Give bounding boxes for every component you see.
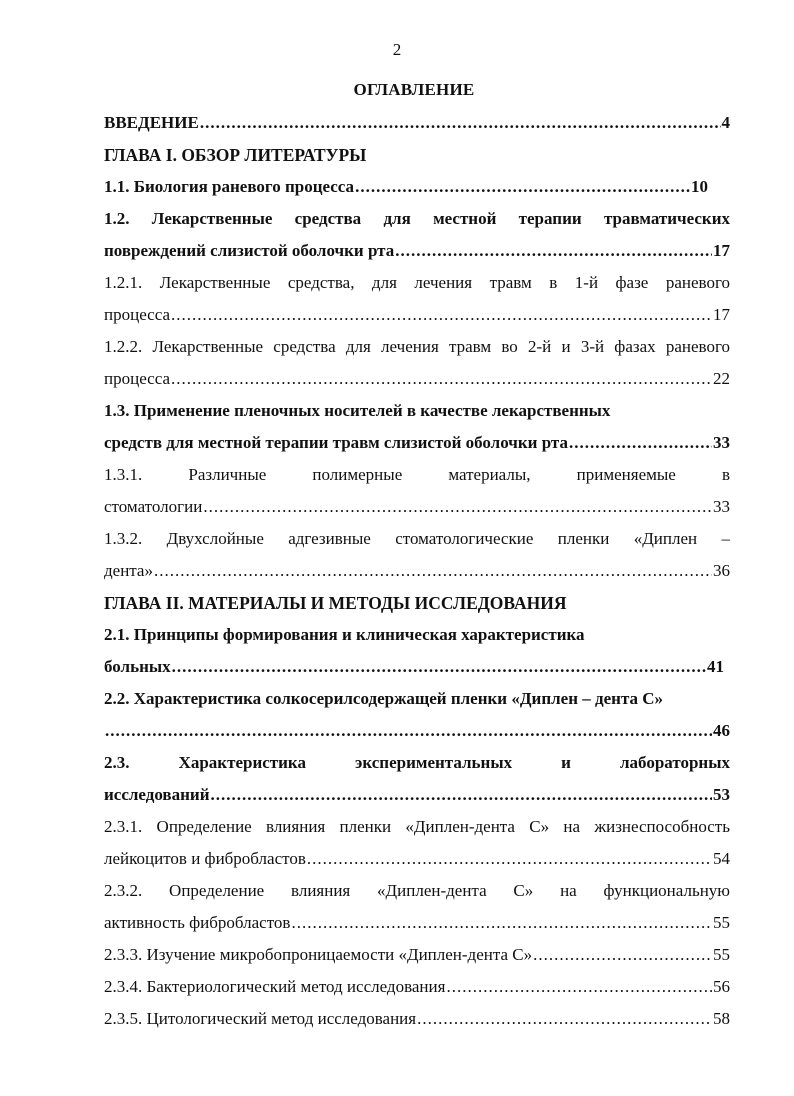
toc-leader — [171, 299, 712, 331]
toc-page-number: 53 — [713, 785, 730, 804]
toc-page-number: 4 — [721, 113, 730, 132]
toc-leader — [395, 235, 712, 267]
toc-entry-2-3-3[interactable] — [104, 939, 730, 971]
toc-entry-2-3-4[interactable] — [104, 971, 730, 1003]
toc-entry-1-2-2-line1[interactable] — [104, 331, 730, 363]
toc-leader — [533, 939, 712, 971]
toc-entry-2-3-line1[interactable] — [104, 747, 730, 779]
toc-entry-label: ГЛАВА I. ОБЗОР ЛИТЕРАТУРЫ — [104, 145, 367, 165]
toc-page-number: 36 — [713, 561, 730, 580]
toc-title: ОГЛАВЛЕНИЕ — [353, 80, 475, 99]
toc-entry-1-3-line1[interactable] — [104, 395, 730, 427]
toc-entry-1-3-2-line1[interactable] — [104, 523, 730, 555]
toc-entry-label: активность фибробластов — [104, 913, 291, 932]
toc-page-number: 58 — [713, 1009, 730, 1028]
toc-leader — [446, 971, 712, 1003]
toc-entry-label: больных — [104, 657, 171, 676]
toc-entry-label: 2.3. Характеристика экспериментальных и лабораторных — [104, 753, 730, 772]
toc-entry-1-2-line2[interactable] — [104, 235, 730, 267]
toc-entry-label: 2.1. Принципы формирования и клиническая характеристика — [104, 625, 585, 644]
toc-entry-label: процесса — [104, 369, 171, 388]
toc-page-number: 56 — [713, 977, 730, 996]
toc-chapter-1-heading[interactable] — [104, 139, 730, 171]
toc-entry-2-3-5[interactable] — [104, 1003, 730, 1035]
toc-entry-2-1-line1[interactable] — [104, 619, 730, 651]
toc-entry-label: 1.1. Биология раневого процесса — [104, 177, 355, 196]
toc-leader — [291, 907, 712, 939]
toc-entry-1-3-2-line2[interactable] — [104, 555, 730, 587]
toc-entry-label: 1.3.2. Двухслойные адгезивные стоматологические пленки «Диплен – — [104, 529, 730, 548]
toc-entry-label: 1.2.2. Лекарственные средства для лечения травм во 2-й и 3-й фазах раневого — [104, 337, 730, 356]
toc-entry-label: 1.2. Лекарственные средства для местной терапии травматических — [104, 209, 730, 228]
toc-leader — [200, 107, 721, 139]
toc-page-number: 33 — [713, 433, 730, 452]
toc-entry-2-3-1-line1[interactable] — [104, 811, 730, 843]
table-of-contents — [104, 107, 730, 1035]
toc-entry-label: стоматологии — [104, 497, 203, 516]
toc-entry-introduction[interactable] — [104, 107, 730, 139]
toc-entry-label: 2.3.3. Изучение микробопроницаемости «Диплен-дента С» — [104, 945, 533, 964]
toc-entry-2-1-line2[interactable] — [104, 651, 730, 683]
toc-page-number: 41 — [707, 657, 724, 676]
toc-leader — [154, 555, 712, 587]
toc-entry-label: 2.3.4. Бактериологический метод исследования — [104, 977, 446, 996]
toc-page-number: 55 — [713, 945, 730, 964]
toc-leader — [417, 1003, 712, 1035]
toc-entry-1-3-1-line1[interactable] — [104, 459, 730, 491]
toc-entry-label: процесса — [104, 305, 171, 324]
toc-page-number: 33 — [713, 497, 730, 516]
toc-entry-label: ГЛАВА II. МАТЕРИАЛЫ И МЕТОДЫ ИССЛЕДОВАНИЯ — [104, 593, 567, 613]
toc-entry-label: 2.3.2. Определение влияния «Диплен-дента С» на функциональную — [104, 881, 730, 900]
toc-entry-1-2-line1[interactable] — [104, 203, 730, 235]
toc-page-number: 10 — [691, 177, 708, 196]
toc-entry-1-3-line2[interactable] — [104, 427, 730, 459]
toc-entry-label: 2.3.1. Определение влияния пленки «Диплен-дента С» на жизнеспособность — [104, 817, 730, 836]
toc-leader — [172, 651, 706, 683]
toc-leader — [105, 715, 712, 747]
toc-page-number: 22 — [713, 369, 730, 388]
toc-entry-1-1[interactable] — [104, 171, 730, 203]
toc-entry-2-2-line1[interactable] — [104, 683, 730, 715]
toc-entry-2-3-1-line2[interactable] — [104, 843, 730, 875]
toc-entry-label: 2.2. Характеристика солкосерилсодержащей пленки «Диплен – дента С» — [104, 689, 664, 708]
toc-entry-label: дента» — [104, 561, 153, 580]
toc-entry-2-3-line2[interactable] — [104, 779, 730, 811]
toc-chapter-2-heading[interactable] — [104, 587, 730, 619]
toc-page-number: 46 — [713, 721, 730, 740]
toc-entry-1-2-2-line2[interactable] — [104, 363, 730, 395]
toc-leader — [569, 427, 712, 459]
toc-page-number: 17 — [713, 241, 730, 260]
toc-entry-label: лейкоцитов и фибробластов — [104, 849, 306, 868]
toc-entry-label: средств для местной терапии травм слизистой оболочки рта — [104, 433, 568, 452]
toc-entry-1-3-1-line2[interactable] — [104, 491, 730, 523]
toc-entry-1-2-1-line2[interactable] — [104, 299, 730, 331]
toc-entry-2-3-2-line2[interactable] — [104, 907, 730, 939]
toc-entry-2-2-line2[interactable] — [104, 715, 730, 747]
toc-entry-label: исследований — [104, 785, 210, 804]
toc-leader — [307, 843, 712, 875]
toc-entry-label: 1.3.1. Различные полимерные материалы, применяемые в — [104, 465, 730, 484]
page-number: 2 — [392, 40, 402, 59]
toc-leader — [355, 171, 690, 203]
toc-page-number: 55 — [713, 913, 730, 932]
toc-leader — [171, 363, 712, 395]
toc-entry-label: 1.3. Применение пленочных носителей в качестве лекарственных — [104, 401, 611, 420]
toc-page-number: 54 — [713, 849, 730, 868]
toc-entry-label: повреждений слизистой оболочки рта — [104, 241, 395, 260]
toc-page-number: 17 — [713, 305, 730, 324]
toc-entry-label: ВВЕДЕНИЕ — [104, 113, 199, 132]
toc-entry-1-2-1-line1[interactable] — [104, 267, 730, 299]
toc-leader — [211, 779, 713, 811]
toc-entry-2-3-2-line1[interactable] — [104, 875, 730, 907]
toc-leader — [203, 491, 712, 523]
toc-entry-label: 1.2.1. Лекарственные средства, для лечения травм в 1-й фазе раневого — [104, 273, 730, 292]
toc-entry-label: 2.3.5. Цитологический метод исследования — [104, 1009, 417, 1028]
